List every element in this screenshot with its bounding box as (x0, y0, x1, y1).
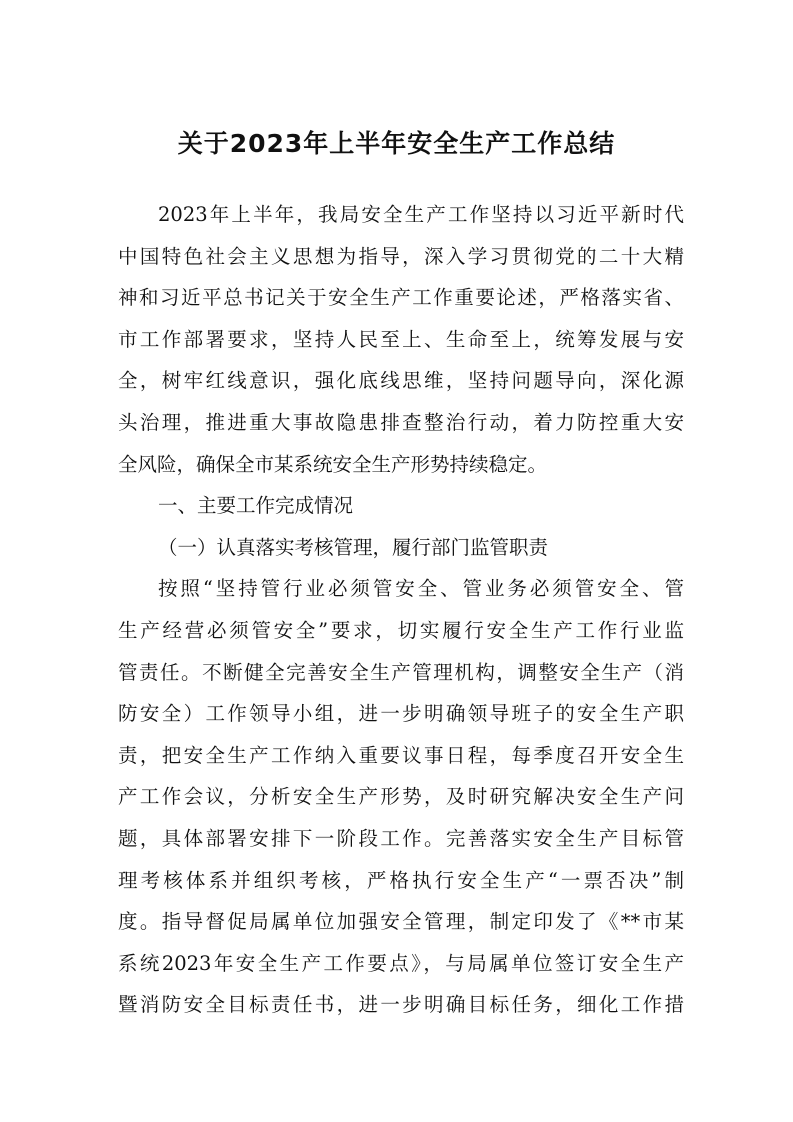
subsection-heading: （一）认真落实考核管理，履行部门监管职责 (158, 535, 549, 559)
paragraph-line: 2023年上半年，我局安全生产工作坚持以习近平新时代 (158, 203, 684, 226)
paragraph-line: 市工作部署要求，坚持人民至上、生命至上，统筹发展与安 (118, 327, 684, 351)
paragraph-line: 防安全）工作领导小组，进一步明确领导班子的安全生产职 (118, 702, 684, 726)
paragraph-line: 系统2023年安全生产工作要点》，与局属单位签订安全生产 (118, 951, 684, 975)
paragraph-line: 头治理，推进重大事故隐患排查整治行动，着力防控重大安 (118, 410, 684, 434)
paragraph-line: 理考核体系并组织考核，严格执行安全生产“一票否决”制 (118, 868, 684, 892)
paragraph-line: 全，树牢红线意识，强化底线思维，坚持问题导向，深化源 (118, 369, 684, 393)
section-heading: 一、主要工作完成情况 (158, 494, 354, 518)
paragraph-line: 中国特色社会主义思想为指导，深入学习贯彻党的二十大精 (118, 244, 684, 268)
paragraph-line: 暨消防安全目标责任书，进一步明确目标任务，细化工作措 (118, 993, 684, 1017)
paragraph-line: 按照“坚持管行业必须管安全、管业务必须管安全、管 (158, 577, 684, 601)
document-title: 关于2023年上半年安全生产工作总结 (177, 129, 616, 158)
paragraph-line: 产工作会议，分析安全生产形势，及时研究解决安全生产问 (118, 785, 684, 809)
paragraph-line: 生产经营必须管安全”要求，切实履行安全生产工作行业监 (118, 618, 684, 642)
document-body (118, 194, 684, 1026)
paragraph-line: 全风险，确保全市某系统安全生产形势持续稳定。 (118, 452, 548, 476)
paragraph-line: 度。指导督促局属单位加强安全管理，制定印发了《**市某 (118, 910, 684, 934)
paragraph-line: 题，具体部署安排下一阶段工作。完善落实安全生产目标管 (118, 826, 684, 850)
paragraph-line: 管责任。不断健全完善安全生产管理机构，调整安全生产（消 (118, 660, 684, 684)
paragraph-line: 神和习近平总书记关于安全生产工作重要论述，严格落实省、 (118, 286, 684, 310)
paragraph-line: 责，把安全生产工作纳入重要议事日程，每季度召开安全生 (118, 743, 684, 767)
